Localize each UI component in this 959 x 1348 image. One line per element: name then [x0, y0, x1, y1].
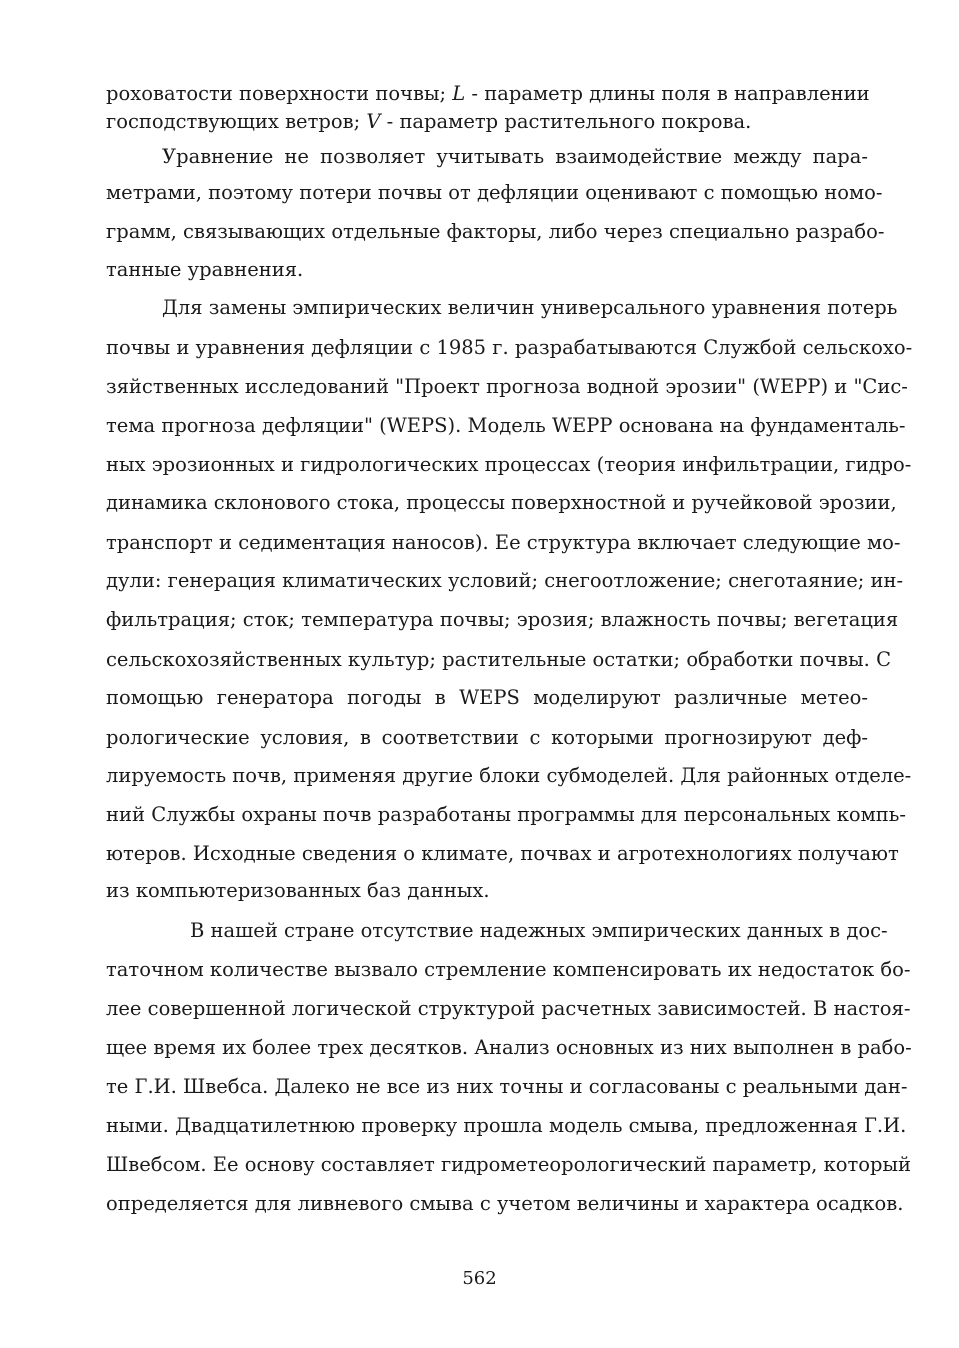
text-line-24: таточном количестве вызвало стремление компенсировать их недостаток бо- — [106, 958, 911, 981]
text-line-3: Уравнение не позволяет учитывать взаимодействие между пара- — [162, 145, 868, 168]
text-line-29: Швебсом. Ее основу составляет гидрометеорологический параметр, который — [106, 1153, 912, 1176]
page-number: 562 — [462, 1268, 497, 1289]
text-line-11: ных эрозионных и гидрологических процессах (теория инфильтрации, гидро- — [106, 453, 912, 476]
text-line-15: фильтрация; сток; температура почвы; эрозия; влажность почвы; вегетация — [106, 608, 899, 631]
text-line-19: лируемость почв, применяя другие блоки субмоделей. Для районных отделе- — [106, 764, 912, 787]
text-line-20: ний Службы охраны почв разработаны программы для персональных компь- — [106, 803, 907, 826]
text-line-17: помощью генератора погоды в WEPS моделируют различные метео- — [106, 686, 868, 709]
text-line-23: В нашей стране отсутствие надежных эмпирических данных в дос- — [190, 919, 888, 942]
text-line-27: те Г.И. Швебса. Далеко не все из них точны и согласованы с реальными дан- — [106, 1075, 908, 1098]
text-line-21: ютеров. Исходные сведения о климате, почвах и агротехнологиях получают — [106, 842, 899, 865]
text-line-1: роховатости поверхности почвы; L - параметр длины поля в направлении — [106, 82, 870, 105]
text-line-10: тема прогноза дефляции" (WEPS). Модель WEPP основана на фундаменталь- — [106, 414, 906, 437]
text-line-6: танные уравнения. — [106, 258, 304, 281]
text-line-8: почвы и уравнения дефляции с 1985 г. разрабатываются Службой сельскохо- — [106, 336, 913, 359]
text-line-26: щее время их более трех десятков. Анализ основных из них выполнен в рабо- — [106, 1036, 912, 1059]
text-line-18: рологические условия, в соответствии с которыми прогнозируют деф- — [106, 726, 868, 749]
text-line-25: лее совершенной логической структурой расчетных зависимостей. В настоя- — [106, 997, 911, 1020]
text-line-16: сельскохозяйственных культур; растительные остатки; обработки почвы. С — [106, 648, 891, 671]
text-line-2: господствующих ветров; V - параметр растительного покрова. — [106, 110, 752, 133]
text-line-14: дули: генерация климатических условий; снегоотложение; снеготаяние; ин- — [106, 569, 904, 592]
text-line-30: определяется для ливневого смыва с учетом величины и характера осадков. — [106, 1192, 904, 1215]
text-line-5: грамм, связывающих отдельные факторы, либо через специально разрабо- — [106, 220, 885, 243]
text-line-22: из компьютеризованных баз данных. — [106, 879, 490, 902]
text-line-12: динамика склонового стока, процессы поверхностной и ручейковой эрозии, — [106, 491, 897, 514]
text-line-13: транспорт и седиментация наносов). Ее структура включает следующие мо- — [106, 531, 901, 554]
text-line-9: зяйственных исследований "Проект прогноза водной эрозии" (WEPP) и "Сис- — [106, 375, 908, 398]
text-line-7: Для замены эмпирических величин универсального уравнения потерь — [162, 296, 898, 319]
text-line-28: ными. Двадцатилетнюю проверку прошла модель смыва, предложенная Г.И. — [106, 1114, 907, 1137]
text-line-4: метрами, поэтому потери почвы от дефляции оценивают с помощью номо- — [106, 181, 883, 204]
